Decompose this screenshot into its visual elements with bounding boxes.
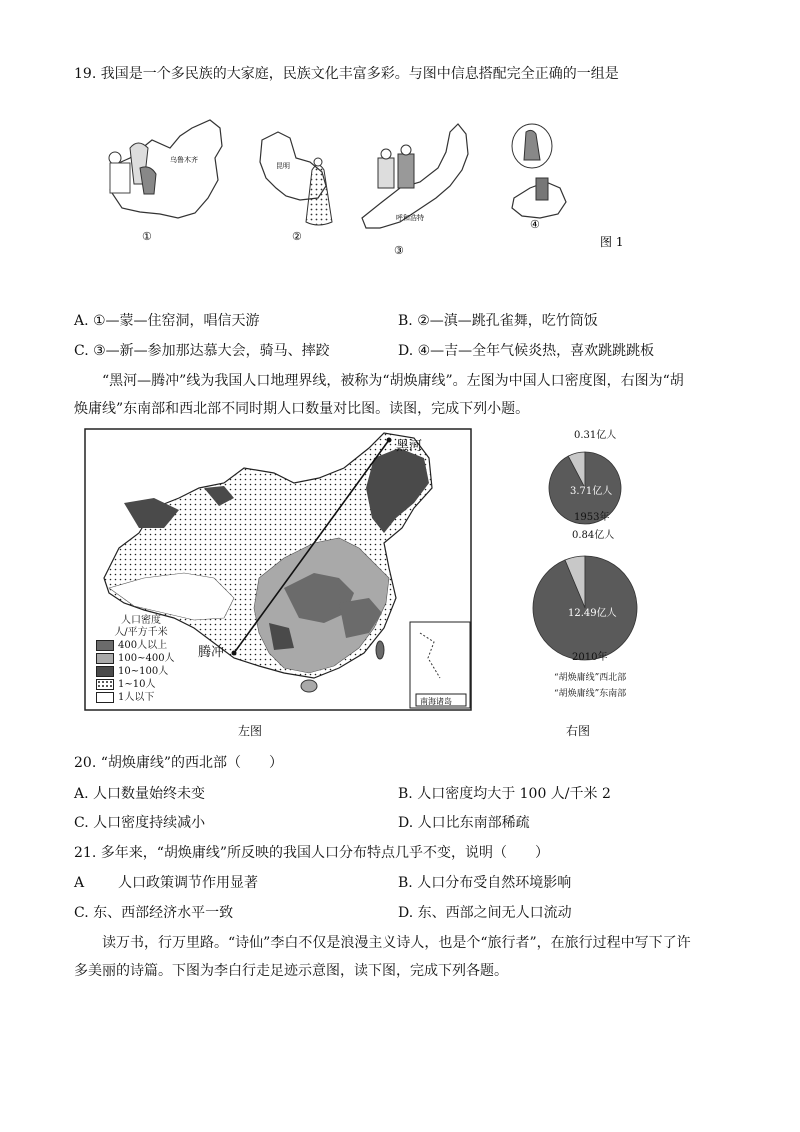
legend-swatch (96, 666, 114, 677)
q19-option-d[interactable]: D. ④—吉—全年气候炎热，喜欢跳跳跳板 (398, 343, 655, 359)
q21-stem: 21. 多年来，“胡焕庸线”所反映的我国人口分布特点几乎不变，说明（ ） (74, 845, 550, 861)
map2-number: ② (292, 230, 302, 243)
legend-label: 10~100人 (118, 665, 169, 677)
map1-number: ① (142, 230, 152, 243)
map4-number: ④ (530, 218, 540, 231)
legend-label: 100~400人 (118, 652, 175, 664)
intro1-line2: 焕庸线”东南部和西北部不同时期人口数量对比图。读图，完成下列小题。 (74, 401, 530, 417)
pie1-year: 1953年 (574, 512, 610, 523)
q21-option-c[interactable]: C. 东、西部经济水平一致 (74, 905, 234, 921)
map-jilin (512, 124, 566, 218)
map-xinjiang (109, 120, 222, 218)
legend-item (96, 639, 186, 652)
q20-option-c[interactable]: C. 人口密度持续减小 (74, 815, 206, 831)
map3-inner-label: 呼和浩特 (396, 214, 424, 222)
q21-option-b[interactable]: B. 人口分布受自然环境影响 (398, 875, 572, 891)
chart-legend-nw: “胡焕庸线”西北部 (554, 673, 627, 683)
map3-number: ③ (394, 244, 404, 257)
q20-option-a[interactable]: A. 人口数量始终未变 (74, 786, 206, 802)
right-caption: 右图 (566, 724, 591, 738)
legend-title: 人口密度 (121, 615, 161, 626)
legend-item (96, 678, 186, 691)
legend-label: 1~10人 (118, 678, 156, 690)
q19-option-c[interactable]: C. ③—新—参加那达慕大会，骑马、摔跤 (74, 343, 330, 359)
intro1-line1: “黑河—腾冲”线为我国人口地理界线，被称为“胡焕庸线”。左图为中国人口密度图，右图为“胡 (102, 373, 684, 389)
city-heihe: 黑河 (396, 439, 423, 454)
left-caption: 左图 (238, 724, 263, 738)
q20-option-b[interactable]: B. 人口密度均大于 100 人/千米 2 (398, 786, 611, 802)
pie2-nw-label: 0.84亿人 (572, 530, 615, 541)
chart-legend-se: “胡焕庸线”东南部 (554, 689, 627, 699)
pie2-year: 2010年 (572, 652, 608, 663)
q20-option-d[interactable]: D. 人口比东南部稀疏 (398, 815, 530, 831)
legend-item (96, 652, 186, 665)
pie1-nw-label: 0.31亿人 (574, 430, 617, 441)
q20-stem: 20. “胡焕庸线”的西北部（ ） (74, 755, 284, 771)
legend-swatch (96, 679, 114, 690)
legend-item (96, 691, 186, 704)
map-inner-mongolia (362, 124, 468, 228)
legend-unit: 人/平方千米 (114, 627, 168, 638)
map1-inner-label: 乌鲁木齐 (170, 156, 198, 164)
legend-item (96, 665, 186, 678)
figure-1-label: 图 1 (600, 235, 624, 249)
q21-option-a-letter[interactable]: A (74, 875, 85, 891)
q19-option-a[interactable]: A. ①—蒙—住窑洞，唱信天游 (74, 313, 260, 329)
q21-option-d[interactable]: D. 东、西部之间无人口流动 (398, 905, 572, 921)
legend-label: 1人以下 (118, 691, 155, 703)
intro2-line1: 读万书，行万里路。“诗仙”李白不仅是浪漫主义诗人，也是个“旅行者”，在旅行过程中写下了许 (102, 935, 691, 951)
pie1-se-label: 3.71亿人 (570, 486, 613, 497)
intro2-line2: 多美丽的诗篇。下图为李白行走足迹示意图，读下图，完成下列各题。 (74, 963, 508, 979)
legend-swatch (96, 653, 114, 664)
map2-inner-label: 昆明 (276, 162, 290, 170)
legend-swatch (96, 640, 114, 651)
q19-option-b[interactable]: B. ②—滇—跳孔雀舞，吃竹筒饭 (398, 313, 598, 329)
map-yunnan (260, 132, 332, 225)
legend-swatch (96, 692, 114, 703)
legend-label: 400人以上 (118, 639, 168, 651)
q19-figure (100, 118, 640, 263)
q21-option-a[interactable]: 人口政策调节作用显著 (118, 875, 258, 891)
q19-stem: 19. 我国是一个多民族的大家庭，民族文化丰富多彩。与图中信息搭配完全正确的一组是 (74, 66, 619, 82)
pie2-se-label: 12.49亿人 (568, 608, 617, 619)
city-tengchong: 腾冲 (198, 645, 225, 660)
inset-label: 南海诸岛 (420, 697, 452, 706)
map-legend (96, 615, 186, 704)
